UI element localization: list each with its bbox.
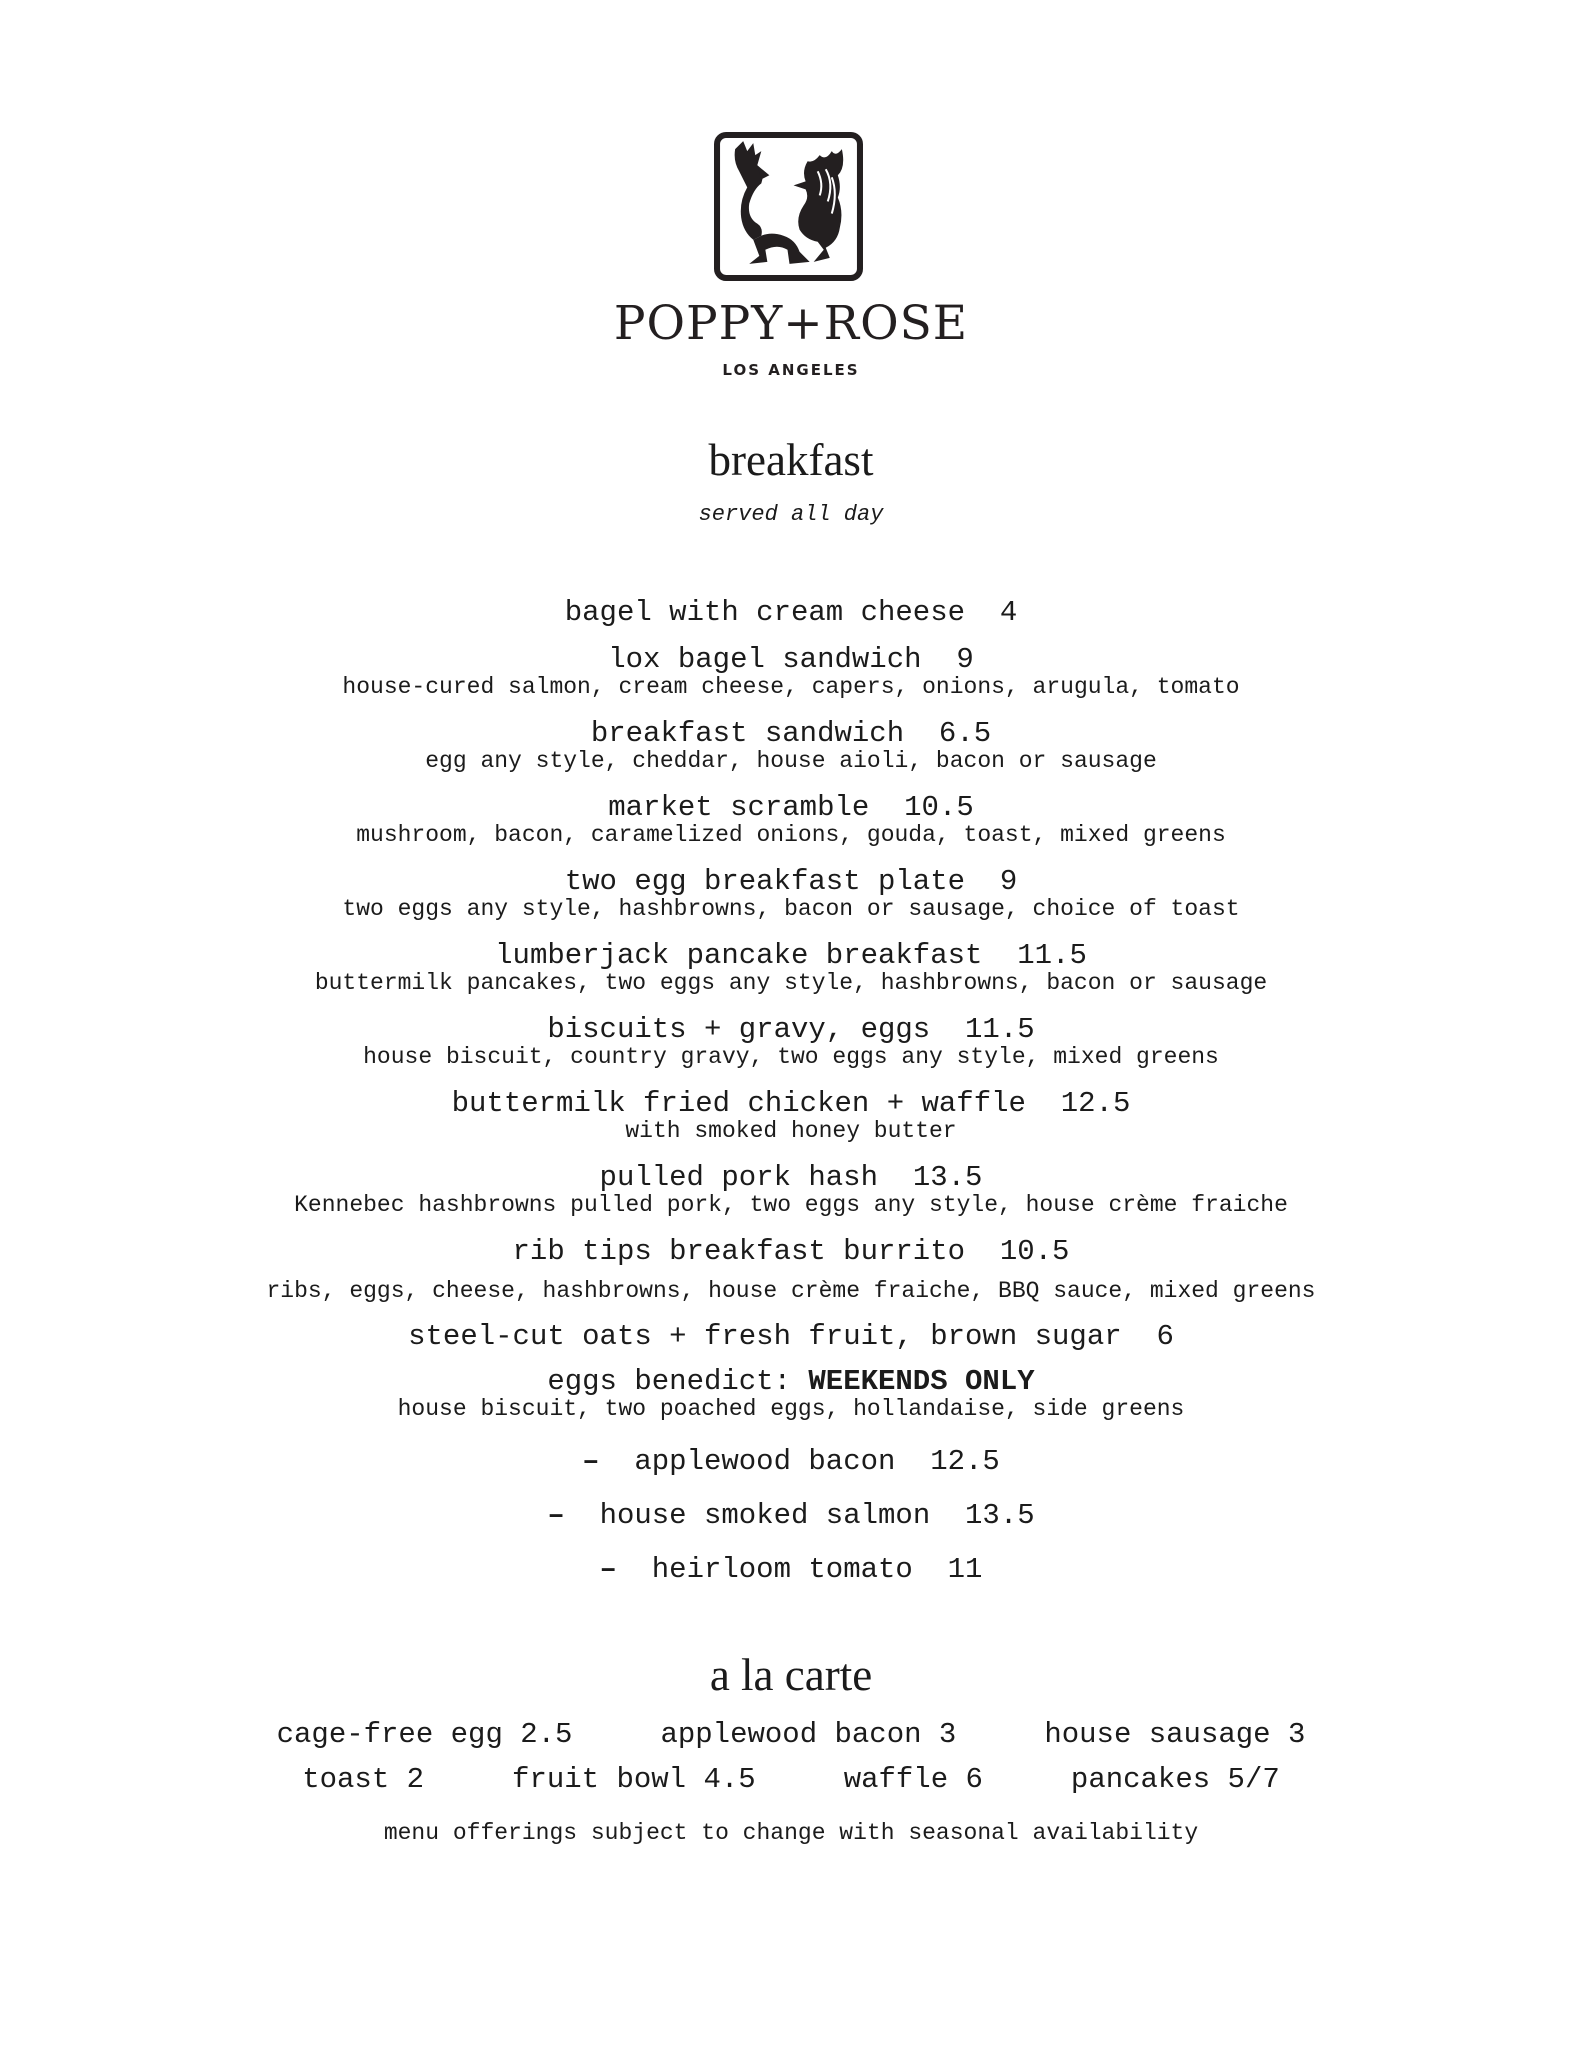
menu-item-name: two egg breakfast plate 9: [564, 865, 1018, 898]
section-title-breakfast: breakfast: [708, 435, 874, 485]
menu-item-name: steel-cut oats + fresh fruit, brown sugar 6: [408, 1320, 1174, 1353]
menu-item-name: buttermilk fried chicken + waffle 12.5: [451, 1087, 1131, 1120]
a-la-carte-item: cage-free egg 2.5: [276, 1718, 573, 1751]
menu-item-description: ribs, eggs, cheese, hashbrowns, house crème fraiche, BBQ sauce, mixed greens: [266, 1278, 1316, 1304]
section-subtitle: served all day: [698, 502, 884, 527]
a-la-carte-row: [0, 1765, 1582, 1794]
menu-item-name: lumberjack pancake breakfast 11.5: [495, 939, 1087, 972]
a-la-carte-row: [0, 1720, 1582, 1749]
footnote: menu offerings subject to change with seasonal availability: [383, 1820, 1199, 1846]
menu-item-description: buttermilk pancakes, two eggs any style, hashbrowns, bacon or sausage: [314, 970, 1268, 996]
brand-name: POPPY+ROSE: [613, 296, 969, 351]
menu-item-description: with smoked honey butter: [625, 1118, 957, 1144]
menu-item-description: house biscuit, country gravy, two eggs any style, mixed greens: [363, 1044, 1219, 1070]
brand-city: LOS ANGELES: [722, 361, 860, 379]
a-la-carte-item: toast 2: [302, 1763, 425, 1796]
menu-item-description: house-cured salmon, cream cheese, capers, onions, arugula, tomato: [342, 674, 1240, 700]
a-la-carte-item: pancakes 5/7: [1070, 1763, 1280, 1796]
menu-item-name: lox bagel sandwich 9: [608, 643, 974, 676]
menu-item-description: Kennebec hashbrowns pulled pork, two eggs any style, house crème fraiche: [294, 1192, 1288, 1218]
menu-item-name: market scramble 10.5: [608, 791, 974, 824]
a-la-carte-item: house sausage 3: [1044, 1718, 1306, 1751]
menu-item-name: breakfast sandwich 6.5: [590, 717, 992, 750]
dash-bullet: –: [547, 1499, 565, 1532]
menu-item-name: pulled pork hash 13.5: [599, 1161, 983, 1194]
benedict-option: – heirloom tomato 11: [599, 1553, 983, 1586]
menu-item-name: rib tips breakfast burrito 10.5: [512, 1235, 1070, 1268]
menu-item-name: biscuits + gravy, eggs 11.5: [547, 1013, 1035, 1046]
weekends-only-badge: WEEKENDS ONLY: [808, 1365, 1035, 1398]
menu-item-name: eggs benedict: WEEKENDS ONLY: [547, 1365, 1035, 1398]
a-la-carte-item: waffle 6: [843, 1763, 983, 1796]
menu-item-description: two eggs any style, hashbrowns, bacon or sausage, choice of toast: [342, 896, 1240, 922]
menu-item-description: egg any style, cheddar, house aioli, bacon or sausage: [425, 748, 1157, 774]
a-la-carte-item: fruit bowl 4.5: [512, 1763, 756, 1796]
section-title-a-la-carte: a la carte: [709, 1650, 873, 1700]
dash-bullet: –: [582, 1445, 600, 1478]
menu-item-name: bagel with cream cheese 4: [564, 596, 1018, 629]
rooster-logo-icon: [713, 131, 864, 282]
menu-item-description: house biscuit, two poached eggs, hollandaise, side greens: [397, 1396, 1185, 1422]
benedict-option: – applewood bacon 12.5: [582, 1445, 1000, 1478]
dash-bullet: –: [599, 1553, 617, 1586]
a-la-carte-item: applewood bacon 3: [660, 1718, 957, 1751]
menu-item-description: mushroom, bacon, caramelized onions, gouda, toast, mixed greens: [356, 822, 1226, 848]
benedict-option: – house smoked salmon 13.5: [547, 1499, 1035, 1532]
